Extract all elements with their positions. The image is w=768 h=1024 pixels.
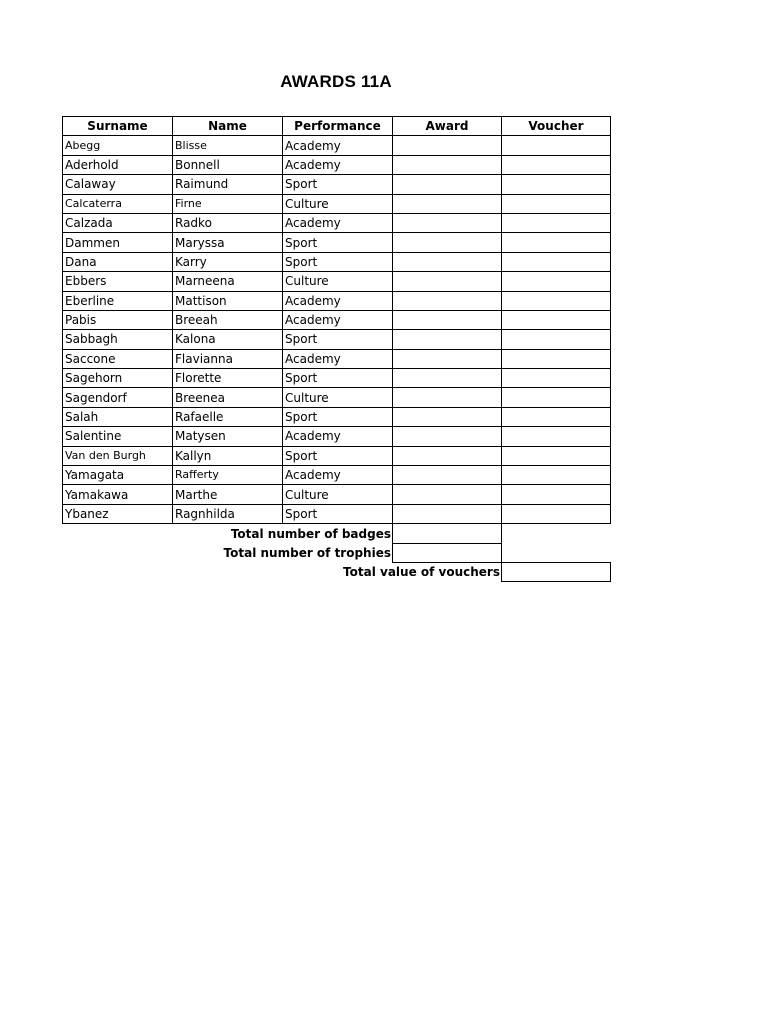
name-cell: Breenea xyxy=(173,388,283,407)
performance-cell: Sport xyxy=(283,407,393,426)
performance-cell: Sport xyxy=(283,446,393,465)
award-cell[interactable] xyxy=(393,310,502,329)
name-cell: Flavianna xyxy=(173,349,283,368)
name-cell: Blisse xyxy=(173,136,283,155)
performance-cell: Culture xyxy=(283,388,393,407)
surname-cell: Pabis xyxy=(63,310,173,329)
voucher-cell[interactable] xyxy=(502,407,611,426)
award-cell[interactable] xyxy=(393,466,502,485)
performance-cell: Academy xyxy=(283,466,393,485)
award-cell[interactable] xyxy=(393,136,502,155)
table-row xyxy=(63,175,611,194)
table-row xyxy=(63,349,611,368)
name-cell: Mattison xyxy=(173,291,283,310)
total-badges-row xyxy=(63,524,611,543)
award-cell[interactable] xyxy=(393,330,502,349)
table-row xyxy=(63,136,611,155)
award-cell[interactable] xyxy=(393,349,502,368)
name-cell: Rafferty xyxy=(173,466,283,485)
performance-cell: Academy xyxy=(283,310,393,329)
performance-cell: Sport xyxy=(283,175,393,194)
name-cell: Ragnhilda xyxy=(173,504,283,523)
name-cell: Kallyn xyxy=(173,446,283,465)
voucher-cell[interactable] xyxy=(502,310,611,329)
surname-cell: Salentine xyxy=(63,427,173,446)
table-row xyxy=(63,310,611,329)
voucher-cell[interactable] xyxy=(502,194,611,213)
voucher-cell[interactable] xyxy=(502,504,611,523)
name-cell: Radko xyxy=(173,213,283,232)
performance-cell: Culture xyxy=(283,194,393,213)
table-row xyxy=(63,466,611,485)
award-cell[interactable] xyxy=(393,175,502,194)
award-cell[interactable] xyxy=(393,213,502,232)
surname-cell: Saccone xyxy=(63,349,173,368)
performance-cell: Sport xyxy=(283,233,393,252)
table-row xyxy=(63,330,611,349)
voucher-cell[interactable] xyxy=(502,369,611,388)
surname-cell: Ybanez xyxy=(63,504,173,523)
voucher-cell[interactable] xyxy=(502,427,611,446)
awards-table xyxy=(62,116,611,582)
header-name: Name xyxy=(173,117,283,136)
voucher-cell[interactable] xyxy=(502,291,611,310)
surname-cell: Yamagata xyxy=(63,466,173,485)
voucher-cell[interactable] xyxy=(502,272,611,291)
name-cell: Matysen xyxy=(173,427,283,446)
name-cell: Firne xyxy=(173,194,283,213)
award-cell[interactable] xyxy=(393,291,502,310)
voucher-cell[interactable] xyxy=(502,233,611,252)
performance-cell: Culture xyxy=(283,272,393,291)
award-cell[interactable] xyxy=(393,272,502,291)
table-row xyxy=(63,407,611,426)
surname-cell: Van den Burgh xyxy=(63,446,173,465)
performance-cell: Academy xyxy=(283,155,393,174)
surname-cell: Calaway xyxy=(63,175,173,194)
total-vouchers-label: Total value of vouchers xyxy=(63,562,502,581)
performance-cell: Sport xyxy=(283,369,393,388)
total-trophies-row xyxy=(63,543,611,562)
table-row xyxy=(63,427,611,446)
total-badges-cell[interactable] xyxy=(393,524,502,543)
surname-cell: Dammen xyxy=(63,233,173,252)
table-row xyxy=(63,155,611,174)
surname-cell: Salah xyxy=(63,407,173,426)
table-row xyxy=(63,504,611,523)
performance-cell: Academy xyxy=(283,213,393,232)
award-cell[interactable] xyxy=(393,233,502,252)
surname-cell: Eberline xyxy=(63,291,173,310)
table-row xyxy=(63,446,611,465)
name-cell: Raimund xyxy=(173,175,283,194)
voucher-cell[interactable] xyxy=(502,155,611,174)
award-cell[interactable] xyxy=(393,252,502,271)
performance-cell: Academy xyxy=(283,349,393,368)
voucher-cell[interactable] xyxy=(502,349,611,368)
voucher-cell[interactable] xyxy=(502,252,611,271)
voucher-cell[interactable] xyxy=(502,466,611,485)
performance-cell: Sport xyxy=(283,252,393,271)
voucher-cell[interactable] xyxy=(502,213,611,232)
award-cell[interactable] xyxy=(393,504,502,523)
name-cell: Marneena xyxy=(173,272,283,291)
table-row xyxy=(63,485,611,504)
name-cell: Maryssa xyxy=(173,233,283,252)
name-cell: Karry xyxy=(173,252,283,271)
header-row xyxy=(63,117,611,136)
award-cell[interactable] xyxy=(393,155,502,174)
performance-cell: Sport xyxy=(283,504,393,523)
table-row xyxy=(63,194,611,213)
total-badges-label: Total number of badges xyxy=(63,524,393,543)
total-trophies-cell[interactable] xyxy=(393,543,502,562)
performance-cell: Sport xyxy=(283,330,393,349)
performance-cell: Culture xyxy=(283,485,393,504)
table-row xyxy=(63,252,611,271)
award-cell[interactable] xyxy=(393,427,502,446)
total-vouchers-cell[interactable] xyxy=(502,562,611,581)
award-cell[interactable] xyxy=(393,446,502,465)
name-cell: Rafaelle xyxy=(173,407,283,426)
award-cell[interactable] xyxy=(393,388,502,407)
name-cell: Breeah xyxy=(173,310,283,329)
total-trophies-label: Total number of trophies xyxy=(63,543,393,562)
award-cell[interactable] xyxy=(393,407,502,426)
table-row xyxy=(63,369,611,388)
surname-cell: Ebbers xyxy=(63,272,173,291)
voucher-cell[interactable] xyxy=(502,136,611,155)
voucher-cell[interactable] xyxy=(502,175,611,194)
surname-cell: Abegg xyxy=(63,136,173,155)
name-cell: Kalona xyxy=(173,330,283,349)
voucher-cell[interactable] xyxy=(502,446,611,465)
surname-cell: Calzada xyxy=(63,213,173,232)
header-voucher: Voucher xyxy=(502,117,611,136)
surname-cell: Aderhold xyxy=(63,155,173,174)
table-row xyxy=(63,272,611,291)
header-performance: Performance xyxy=(283,117,393,136)
name-cell: Bonnell xyxy=(173,155,283,174)
table-row xyxy=(63,388,611,407)
page-title: AWARDS 11A xyxy=(280,72,392,91)
voucher-cell[interactable] xyxy=(502,330,611,349)
name-cell: Florette xyxy=(173,369,283,388)
voucher-cell[interactable] xyxy=(502,388,611,407)
header-award: Award xyxy=(393,117,502,136)
voucher-cell[interactable] xyxy=(502,485,611,504)
award-cell[interactable] xyxy=(393,194,502,213)
header-surname: Surname xyxy=(63,117,173,136)
performance-cell: Academy xyxy=(283,427,393,446)
total-vouchers-row xyxy=(63,562,611,581)
table-row xyxy=(63,291,611,310)
award-cell[interactable] xyxy=(393,485,502,504)
surname-cell: Calcaterra xyxy=(63,194,173,213)
award-cell[interactable] xyxy=(393,369,502,388)
surname-cell: Yamakawa xyxy=(63,485,173,504)
surname-cell: Sabbagh xyxy=(63,330,173,349)
surname-cell: Sagehorn xyxy=(63,369,173,388)
table-row xyxy=(63,233,611,252)
performance-cell: Academy xyxy=(283,136,393,155)
performance-cell: Academy xyxy=(283,291,393,310)
table-row xyxy=(63,213,611,232)
name-cell: Marthe xyxy=(173,485,283,504)
surname-cell: Sagendorf xyxy=(63,388,173,407)
surname-cell: Dana xyxy=(63,252,173,271)
